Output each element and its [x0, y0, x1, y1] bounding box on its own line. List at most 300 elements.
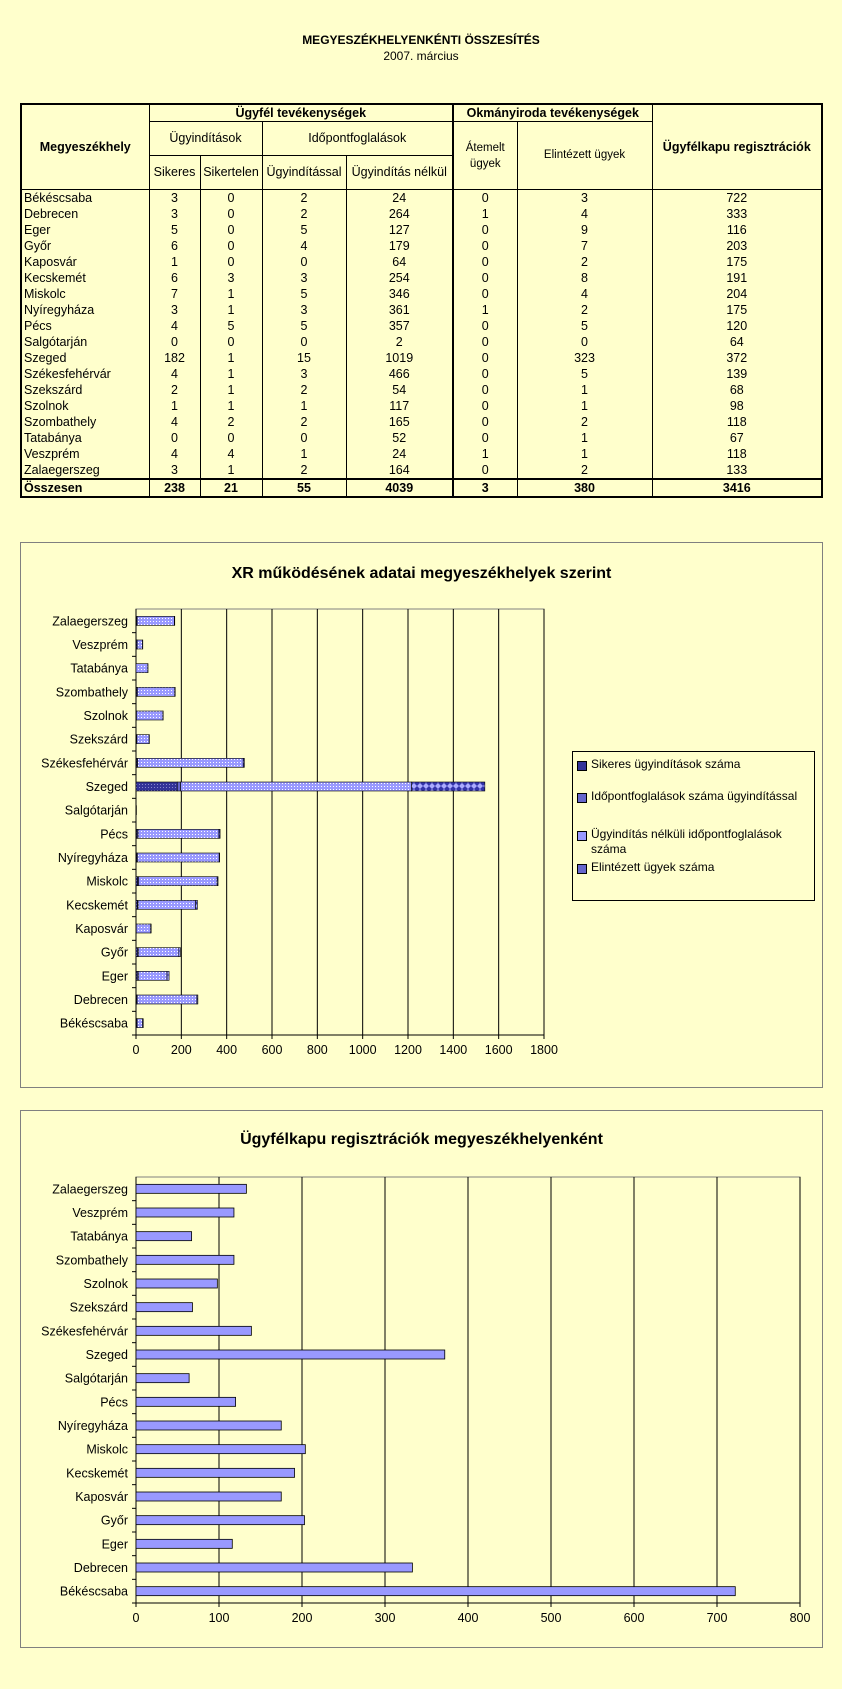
col-atemelt-line2: ügyek [469, 157, 501, 170]
legend-swatch [577, 831, 587, 841]
ugyfelkapu-chart-title: Ügyfélkapu regisztrációk megyeszékhelyenként [240, 1131, 603, 1148]
table-cell: 1 [517, 430, 652, 446]
category-label: Székesfehérvár [41, 756, 128, 771]
category-label: Szeged [85, 1348, 128, 1362]
bar [136, 1492, 281, 1501]
table-cell: 0 [453, 190, 517, 207]
col-ugyinditas-nelkul: Ügyindítás nélkül [346, 156, 453, 190]
table-cell: 2 [149, 382, 200, 398]
x-tick-label: 1000 [348, 1043, 377, 1057]
table-row [21, 254, 822, 270]
table-cell: 6 [149, 238, 200, 254]
table-cell: 1 [200, 462, 262, 479]
category-label: Kecskemét [66, 1466, 128, 1481]
table-cell: 3 [149, 206, 200, 222]
category-label: Szombathely [55, 1253, 128, 1268]
table-row [21, 222, 822, 238]
bar-segment [412, 782, 485, 791]
table-cell: 2 [262, 414, 346, 430]
table-cell: 5 [262, 318, 346, 334]
x-tick-label: 400 [216, 1043, 238, 1057]
table-cell: 0 [453, 414, 517, 430]
category-label: Eger [101, 1537, 128, 1552]
table-cell: 2 [262, 462, 346, 479]
bar-segment [137, 640, 142, 649]
row-city: Pécs [21, 318, 149, 334]
summary-table [20, 103, 823, 498]
col-ugyfelkapu: Ügyfélkapu regisztrációk [652, 104, 822, 190]
row-city: Eger [21, 222, 149, 238]
table-cell: 4 [262, 238, 346, 254]
x-tick-label: 800 [789, 1611, 811, 1625]
page-subtitle: 2007. március [383, 49, 459, 63]
category-label: Veszprém [72, 1206, 128, 1220]
category-label: Szeged [85, 780, 128, 794]
table-cell: 5 [149, 222, 200, 238]
table-cell: 64 [652, 334, 822, 350]
table-cell: 0 [453, 350, 517, 366]
x-tick-label: 1600 [484, 1043, 513, 1057]
table-cell: 0 [200, 190, 262, 207]
table-row [21, 334, 822, 350]
x-tick-label: 1200 [394, 1043, 422, 1057]
bar-segment [219, 829, 220, 838]
table-cell: 1 [200, 350, 262, 366]
bar-segment [177, 782, 180, 791]
xr-chart [20, 542, 823, 1088]
total-cell: 3416 [652, 479, 822, 497]
table-cell: 323 [517, 350, 652, 366]
table-cell: 203 [652, 238, 822, 254]
bar-segment [138, 900, 196, 909]
table-cell: 4 [149, 414, 200, 430]
legend-label: Elintézett ügyek száma [591, 860, 715, 874]
category-label: Szolnok [83, 709, 128, 723]
bar-segment [138, 829, 219, 838]
table-cell: 7 [149, 286, 200, 302]
bar-segment [138, 758, 244, 767]
page-title: MEGYESZÉKHELYENKÉNTI ÖSSZESÍTÉS [302, 33, 540, 47]
table-row [21, 446, 822, 462]
table-cell: 1 [200, 286, 262, 302]
row-city: Tatabánya [21, 430, 149, 446]
bar-segment [139, 877, 217, 886]
category-label: Nyíregyháza [57, 1419, 128, 1433]
table-cell: 9 [517, 222, 652, 238]
table-row [21, 350, 822, 366]
col-sikertelen: Sikertelen [200, 156, 262, 190]
x-tick-label: 600 [261, 1043, 283, 1057]
x-tick-label: 200 [170, 1043, 192, 1057]
table-cell: 333 [652, 206, 822, 222]
row-city: Szeged [21, 350, 149, 366]
table-row [21, 366, 822, 382]
bar-segment [136, 664, 148, 673]
total-label: Összesen [21, 479, 149, 497]
category-label: Debrecen [73, 1561, 128, 1575]
bar-segment [217, 877, 218, 886]
table-cell: 1 [200, 382, 262, 398]
category-label: Szekszárd [69, 732, 128, 747]
category-label: Miskolc [86, 874, 128, 889]
total-cell: 3 [453, 479, 517, 497]
x-tick-label: 700 [706, 1611, 728, 1625]
legend-label: Ügyindítás nélküli időpontfoglalások száma [591, 827, 782, 856]
bar [136, 1421, 281, 1430]
table-cell: 0 [200, 430, 262, 446]
table-cell: 4 [200, 446, 262, 462]
table-row [21, 462, 822, 479]
table-cell: 1 [517, 398, 652, 414]
table-cell: 15 [262, 350, 346, 366]
row-city: Kecskemét [21, 270, 149, 286]
table-row [21, 190, 822, 207]
category-label: Kaposvár [75, 922, 128, 936]
bar [136, 1232, 192, 1241]
ugyfelkapu-chart-plot [21, 1111, 822, 1647]
bar [136, 1516, 304, 1525]
table-cell: 1 [200, 302, 262, 318]
table-cell: 175 [652, 254, 822, 270]
table-cell: 139 [652, 366, 822, 382]
bar [136, 1208, 234, 1217]
table-cell: 5 [200, 318, 262, 334]
table-cell: 0 [453, 286, 517, 302]
table-cell: 1 [200, 398, 262, 414]
category-label: Pécs [100, 1395, 128, 1410]
row-city: Miskolc [21, 286, 149, 302]
bar-segment [167, 971, 169, 980]
x-tick-label: 1400 [439, 1043, 468, 1057]
row-city: Debrecen [21, 206, 149, 222]
group-okmanyiroda: Okmányiroda tevékenységek [453, 104, 652, 122]
x-tick-label: 600 [623, 1611, 645, 1625]
category-label: Debrecen [73, 993, 128, 1007]
table-cell: 191 [652, 270, 822, 286]
col-atemelt [453, 122, 517, 190]
category-label: Győr [100, 1513, 128, 1528]
x-tick-label: 500 [540, 1611, 562, 1625]
bar [136, 1279, 217, 1288]
legend-swatch [577, 864, 587, 874]
table-row [21, 286, 822, 302]
table-cell: 1 [149, 254, 200, 270]
table-row [21, 382, 822, 398]
row-city: Szolnok [21, 398, 149, 414]
table-cell: 361 [346, 302, 453, 318]
table-cell: 0 [453, 238, 517, 254]
table-cell: 0 [453, 222, 517, 238]
table-cell: 165 [346, 414, 453, 430]
total-cell: 21 [200, 479, 262, 497]
table-cell: 1 [262, 446, 346, 462]
table-row [21, 398, 822, 414]
table-cell: 8 [517, 270, 652, 286]
page-header [0, 32, 842, 64]
table-row [21, 430, 822, 446]
bar-segment [137, 735, 149, 744]
table-cell: 2 [262, 382, 346, 398]
total-cell: 238 [149, 479, 200, 497]
table-cell: 3 [149, 462, 200, 479]
xr-chart-title: XR működésének adatai megyeszékhelyek szerint [231, 565, 612, 582]
table-cell: 346 [346, 286, 453, 302]
table-cell: 118 [652, 446, 822, 462]
table-cell: 2 [517, 462, 652, 479]
table-cell: 98 [652, 398, 822, 414]
table-cell: 0 [517, 334, 652, 350]
plot-area [136, 609, 544, 1035]
table-cell: 164 [346, 462, 453, 479]
table-cell: 0 [262, 430, 346, 446]
table-cell: 3 [262, 270, 346, 286]
table-cell: 6 [149, 270, 200, 286]
category-label: Békéscsaba [59, 1584, 128, 1599]
bar-segment [137, 616, 174, 625]
table-cell: 5 [517, 366, 652, 382]
table-row [21, 318, 822, 334]
bar-segment [137, 995, 197, 1004]
table-cell: 3 [262, 302, 346, 318]
bar-segment [197, 995, 198, 1004]
row-city: Székesfehérvár [21, 366, 149, 382]
category-label: Békéscsaba [59, 1016, 128, 1031]
bar [136, 1397, 236, 1406]
table-cell: 24 [346, 446, 453, 462]
table-cell: 0 [453, 430, 517, 446]
category-label: Zalaegerszeg [52, 1182, 128, 1197]
table-cell: 117 [346, 398, 453, 414]
x-tick-label: 400 [457, 1611, 479, 1625]
bar-segment [196, 900, 198, 909]
table-cell: 52 [346, 430, 453, 446]
table-cell: 4 [517, 206, 652, 222]
row-city: Kaposvár [21, 254, 149, 270]
table-cell: 120 [652, 318, 822, 334]
bar [136, 1374, 189, 1383]
table-cell: 1 [517, 382, 652, 398]
table-cell: 3 [517, 190, 652, 207]
table-cell: 127 [346, 222, 453, 238]
category-label: Salgótarján [64, 803, 128, 818]
table-cell: 64 [346, 254, 453, 270]
col-megyeszekhely: Megyeszékhely [21, 104, 149, 190]
bar [136, 1350, 445, 1359]
table-cell: 0 [262, 334, 346, 350]
legend-label: Sikeres ügyindítások száma [591, 757, 741, 771]
bar [136, 1468, 295, 1477]
table-cell: 0 [200, 222, 262, 238]
x-tick-label: 300 [374, 1611, 396, 1625]
table-cell: 1 [453, 302, 517, 318]
total-cell: 55 [262, 479, 346, 497]
table-cell: 1 [517, 446, 652, 462]
row-city: Győr [21, 238, 149, 254]
category-label: Nyíregyháza [57, 851, 128, 865]
table-cell: 133 [652, 462, 822, 479]
bar-segment [137, 853, 219, 862]
x-tick-label: 200 [291, 1611, 313, 1625]
bar-segment [179, 948, 181, 957]
row-city: Salgótarján [21, 334, 149, 350]
category-label: Salgótarján [64, 1371, 128, 1386]
x-tick-label: 800 [306, 1043, 328, 1057]
bar-segment [143, 1019, 144, 1028]
bar-segment [243, 758, 244, 767]
table-cell: 372 [652, 350, 822, 366]
table-cell: 68 [652, 382, 822, 398]
table-cell: 5 [262, 286, 346, 302]
category-label: Veszprém [72, 638, 128, 652]
table-cell: 0 [149, 334, 200, 350]
ugyfelkapu-chart [20, 1110, 823, 1648]
table-cell: 1 [149, 398, 200, 414]
bar [136, 1445, 305, 1454]
table-cell: 5 [262, 222, 346, 238]
sub-idopontfoglalasok: Időpontfoglalások [262, 122, 453, 156]
table-cell: 0 [453, 254, 517, 270]
table-row [21, 238, 822, 254]
category-label: Pécs [100, 827, 128, 842]
table-cell: 0 [200, 254, 262, 270]
table-cell: 175 [652, 302, 822, 318]
bar [136, 1255, 234, 1264]
table-cell: 179 [346, 238, 453, 254]
table-cell: 24 [346, 190, 453, 207]
table-cell: 0 [453, 318, 517, 334]
bar-segment [136, 924, 151, 933]
category-label: Tatabánya [70, 1229, 128, 1244]
table-cell: 116 [652, 222, 822, 238]
bar-segment [137, 687, 174, 696]
bar [136, 1587, 735, 1596]
bar [136, 1326, 251, 1335]
category-label: Szekszárd [69, 1300, 128, 1315]
table-cell: 2 [200, 414, 262, 430]
bar [136, 1539, 232, 1548]
table-cell: 254 [346, 270, 453, 286]
legend-swatch [577, 793, 587, 803]
row-city: Szekszárd [21, 382, 149, 398]
table-cell: 0 [453, 382, 517, 398]
bar-segment [136, 782, 177, 791]
table-cell: 1 [453, 446, 517, 462]
bar [136, 1184, 246, 1193]
table-cell: 2 [517, 302, 652, 318]
bar-segment [137, 1019, 142, 1028]
row-city: Szombathely [21, 414, 149, 430]
table-cell: 0 [453, 462, 517, 479]
col-elintezett: Elintézett ügyek [517, 122, 652, 190]
table-cell: 2 [262, 190, 346, 207]
total-cell: 380 [517, 479, 652, 497]
table-row [21, 302, 822, 318]
category-label: Miskolc [86, 1442, 128, 1457]
category-label: Eger [101, 969, 128, 984]
table-cell: 2 [346, 334, 453, 350]
x-tick-label: 100 [208, 1611, 230, 1625]
x-tick-label: 1800 [530, 1043, 558, 1057]
table-cell: 67 [652, 430, 822, 446]
table-cell: 0 [200, 334, 262, 350]
legend-label: Időpontfoglalások száma ügyindítással [591, 789, 798, 803]
col-sikeres: Sikeres [149, 156, 200, 190]
x-tick-label: 0 [132, 1043, 140, 1057]
x-tick-label: 0 [132, 1611, 140, 1625]
category-label: Kaposvár [75, 1490, 128, 1504]
bar [136, 1563, 412, 1572]
legend-swatch [577, 761, 587, 771]
bar [136, 1303, 192, 1312]
table-cell: 4 [149, 366, 200, 382]
table-cell: 1 [200, 366, 262, 382]
table-cell: 0 [453, 334, 517, 350]
table-row [21, 414, 822, 430]
table-cell: 466 [346, 366, 453, 382]
col-ugyinditassal: Ügyindítással [262, 156, 346, 190]
table-cell: 0 [149, 430, 200, 446]
table-cell: 118 [652, 414, 822, 430]
xr-chart-legend [572, 751, 815, 901]
category-label: Szombathely [55, 685, 128, 700]
sub-ugyinditasok: Ügyindítások [149, 122, 262, 156]
table-cell: 722 [652, 190, 822, 207]
table-cell: 1 [453, 206, 517, 222]
total-cell: 4039 [346, 479, 453, 497]
table-cell: 0 [453, 270, 517, 286]
table-cell: 204 [652, 286, 822, 302]
table-cell: 357 [346, 318, 453, 334]
bar-segment [138, 971, 167, 980]
table-cell: 0 [453, 398, 517, 414]
table-cell: 0 [453, 366, 517, 382]
table-cell: 2 [517, 414, 652, 430]
bar-segment [136, 711, 163, 720]
row-city: Nyíregyháza [21, 302, 149, 318]
table-cell: 0 [262, 254, 346, 270]
category-label: Zalaegerszeg [52, 614, 128, 629]
table-cell: 1 [262, 398, 346, 414]
group-ugyfel: Ügyfél tevékenységek [149, 104, 453, 122]
table-cell: 5 [517, 318, 652, 334]
table-cell: 4 [149, 446, 200, 462]
category-label: Szolnok [83, 1277, 128, 1291]
table-cell: 3 [262, 366, 346, 382]
table-cell: 4 [149, 318, 200, 334]
table-cell: 4 [517, 286, 652, 302]
table-row [21, 270, 822, 286]
category-label: Győr [100, 945, 128, 960]
table-cell: 264 [346, 206, 453, 222]
table-cell: 0 [200, 238, 262, 254]
category-label: Székesfehérvár [41, 1324, 128, 1339]
table-cell: 1019 [346, 350, 453, 366]
row-city: Veszprém [21, 446, 149, 462]
table-cell: 2 [517, 254, 652, 270]
table-cell: 7 [517, 238, 652, 254]
bar-segment [138, 948, 179, 957]
col-atemelt-line1: Átemelt [465, 141, 505, 154]
category-label: Kecskemét [66, 898, 128, 913]
table-cell: 3 [149, 302, 200, 318]
total-row [21, 479, 822, 497]
table-cell: 0 [200, 206, 262, 222]
row-city: Zalaegerszeg [21, 462, 149, 479]
table-row [21, 206, 822, 222]
row-city: Békéscsaba [21, 190, 149, 207]
table-cell: 54 [346, 382, 453, 398]
table-cell: 2 [262, 206, 346, 222]
